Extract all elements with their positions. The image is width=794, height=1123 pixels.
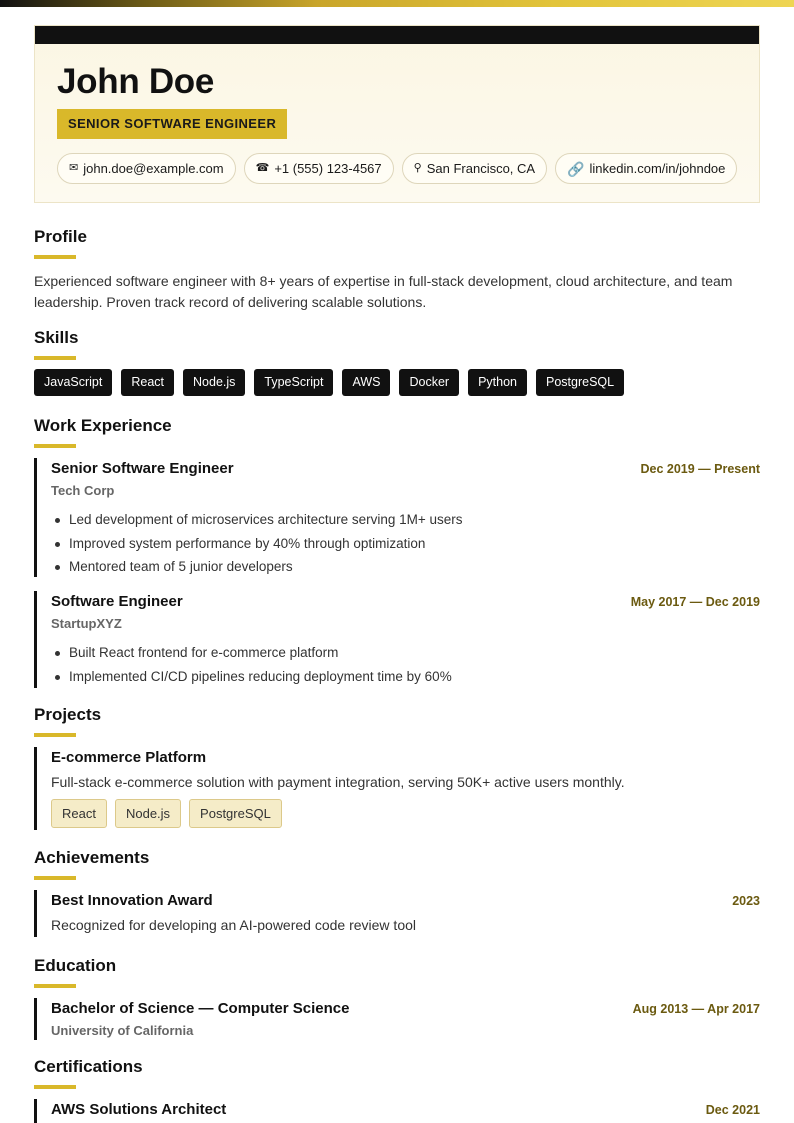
contact-phone[interactable] — [244, 153, 394, 184]
company-name: Tech Corp — [51, 483, 115, 498]
section-heading: Education — [34, 956, 117, 975]
skill-tag: Python — [468, 369, 527, 396]
job-bullets — [51, 641, 760, 688]
job-title-badge: SENIOR SOFTWARE ENGINEER — [57, 109, 287, 139]
contact-linkedin-text: linkedin.com/in/johndoe — [589, 161, 726, 176]
phone-icon: ☎ — [255, 162, 270, 174]
skill-tag: JavaScript — [34, 369, 112, 396]
achievement-entry — [34, 890, 760, 937]
location-pin-icon: ⚲ — [413, 162, 422, 174]
education-section — [34, 956, 760, 1040]
job-bullets — [51, 508, 760, 579]
achievement-description: Recognized for developing an AI-powered code review tool — [51, 917, 417, 933]
section-heading: Work Experience — [34, 416, 172, 435]
achievement-title: Best Innovation Award — [51, 892, 213, 909]
header-band — [35, 26, 759, 44]
project-tech-list — [51, 799, 760, 828]
job-date: May 2017 — Dec 2019 — [630, 595, 760, 609]
tech-tag: PostgreSQL — [189, 799, 282, 828]
achievements-section — [34, 848, 760, 937]
education-entry — [34, 998, 760, 1040]
experience-section — [34, 416, 760, 688]
skill-tag: Docker — [399, 369, 459, 396]
contact-email[interactable] — [57, 153, 236, 184]
degree-title: Bachelor of Science — Computer Science — [51, 1000, 350, 1017]
top-accent-bar — [0, 0, 794, 7]
company-name: StartupXYZ — [51, 616, 122, 631]
section-rule — [34, 1085, 76, 1089]
skills-section — [34, 328, 760, 396]
project-entry — [34, 747, 760, 830]
job-date: Dec 2019 — Present — [640, 462, 760, 476]
projects-section — [34, 705, 760, 830]
resume-header — [34, 25, 760, 203]
skill-tag: AWS — [342, 369, 390, 396]
certifications-section — [34, 1057, 760, 1123]
project-title: E-commerce Platform — [51, 749, 207, 766]
bullet-item: Implemented CI/CD pipelines reducing deployment time by 60% — [51, 665, 760, 689]
education-date: Aug 2013 — Apr 2017 — [632, 1002, 760, 1016]
section-rule — [34, 255, 76, 259]
section-heading: Projects — [34, 705, 102, 724]
skill-tag: PostgreSQL — [536, 369, 624, 396]
section-rule — [34, 984, 76, 988]
certification-entry — [34, 1099, 760, 1123]
skill-tag: TypeScript — [254, 369, 333, 396]
job-entry — [34, 458, 760, 577]
section-heading: Skills — [34, 328, 79, 347]
section-rule — [34, 356, 76, 360]
job-title: Senior Software Engineer — [51, 460, 234, 477]
tech-tag: React — [51, 799, 107, 828]
achievement-date: 2023 — [732, 894, 760, 908]
skill-tag: Node.js — [183, 369, 245, 396]
contact-list — [57, 153, 737, 184]
certification-title: AWS Solutions Architect — [51, 1101, 227, 1118]
job-entry — [34, 591, 760, 688]
section-rule — [34, 876, 76, 880]
envelope-icon: ✉ — [69, 162, 79, 174]
bullet-item: Improved system performance by 40% through optimization — [51, 532, 760, 556]
profile-section — [34, 227, 760, 313]
section-heading: Profile — [34, 227, 87, 246]
section-rule — [34, 733, 76, 737]
section-heading: Achievements — [34, 848, 150, 867]
bullet-item: Led development of microservices architecture serving 1M+ users — [51, 508, 760, 532]
contact-location — [402, 153, 547, 184]
bullet-item: Built React frontend for e-commerce platform — [51, 641, 760, 665]
contact-email-text: john.doe@example.com — [83, 161, 224, 176]
school-name: University of California — [51, 1023, 194, 1038]
skill-tag-list — [34, 369, 760, 396]
link-icon: 🔗 — [567, 160, 585, 177]
project-description: Full-stack e-commerce solution with payment integration, serving 50K+ active users monthly. — [51, 774, 625, 790]
certification-date: Dec 2021 — [705, 1103, 760, 1117]
contact-location-text: San Francisco, CA — [426, 161, 536, 176]
profile-text: Experienced software engineer with 8+ years of expertise in full-stack development, cloud architecture, and team leadership. Proven track record of delivering scalable solutions. — [34, 273, 733, 310]
skill-tag: React — [121, 369, 174, 396]
contact-linkedin[interactable] — [555, 153, 737, 184]
job-title: Software Engineer — [51, 593, 183, 610]
section-rule — [34, 444, 76, 448]
contact-phone-text: +1 (555) 123-4567 — [274, 161, 382, 176]
tech-tag: Node.js — [115, 799, 181, 828]
section-heading: Certifications — [34, 1057, 143, 1076]
candidate-name: John Doe — [57, 62, 215, 101]
bullet-item: Mentored team of 5 junior developers — [51, 555, 760, 579]
